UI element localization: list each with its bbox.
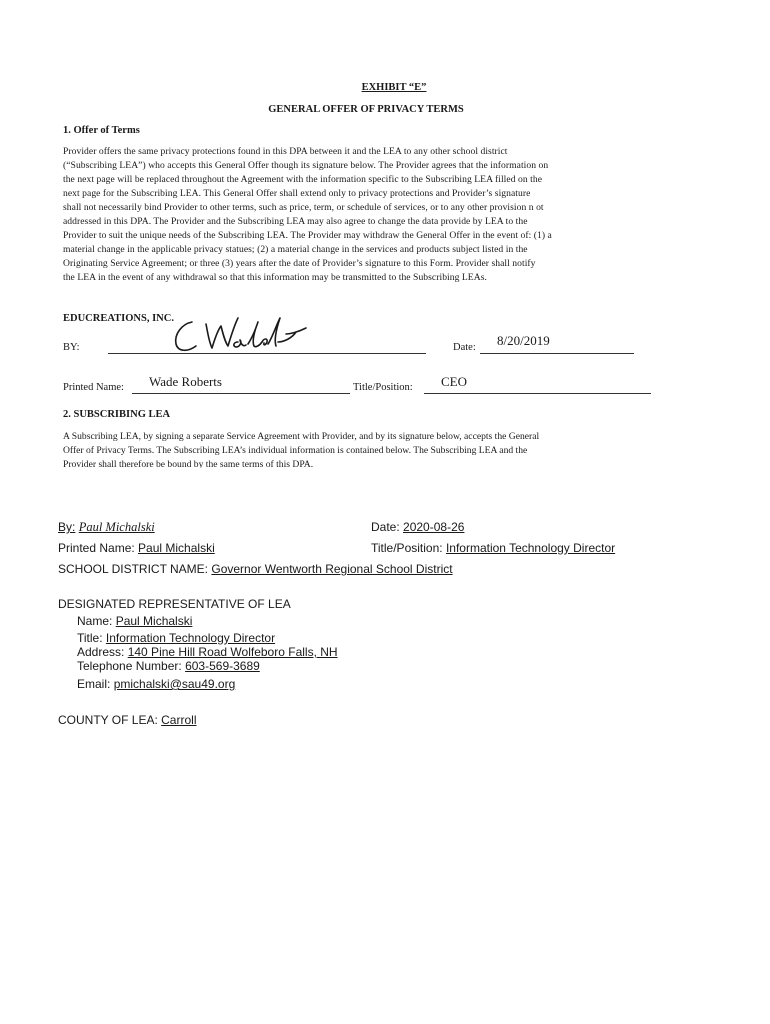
paragraph-line: Originating Service Agreement; or three (3) years after the date of Provider’s signature to this Form. Provider shall notify	[63, 258, 536, 269]
rep-address-label: Address:	[77, 645, 125, 659]
paragraph-line: Provider offers the same privacy protections found in this DPA between it and the LEA to any other school district	[63, 146, 508, 157]
paragraph-line: addressed in this DPA. The Provider and the Subscribing LEA may also agree to change the data provide by LEA to the	[63, 216, 528, 227]
lea-by-label: By:	[58, 520, 76, 534]
provider-date-value: 8/20/2019	[497, 333, 550, 348]
provider-date-label: Date:	[453, 342, 476, 353]
subscribing-paragraph	[63, 430, 668, 468]
provider-by-label: BY:	[63, 342, 80, 353]
paragraph-line: next page for the Subscribing LEA. This General Offer shall extend only to privacy protections and Provider’s signature	[63, 188, 531, 199]
provider-printed-name-label: Printed Name:	[63, 382, 124, 393]
paragraph-line: A Subscribing LEA, by signing a separate Service Agreement with Provider, and by its signature below, accepts the General	[63, 431, 540, 442]
rep-title-value: Information Technology Director	[105, 631, 276, 645]
paragraph-line: shall not necessarily bind Provider to other terms, such as price, term, or schedule of services, or to any other provision n ot	[63, 202, 544, 213]
rep-address-row	[77, 645, 338, 659]
county-row	[58, 713, 196, 727]
rep-phone-value: 603-569-3689	[185, 659, 260, 673]
provider-date-line	[480, 353, 634, 354]
paragraph-line: the next page will be replaced throughout the Agreement with the information specific to the Subscribing LEA filled on the	[63, 174, 542, 185]
provider-title-line	[424, 393, 651, 394]
lea-by-row	[58, 520, 155, 535]
lea-printed-name-label: Printed Name:	[58, 541, 135, 555]
rep-phone-label: Telephone Number:	[77, 659, 182, 673]
paragraph-line: Provider shall therefore be bound by the same terms of this DPA.	[63, 459, 314, 468]
rep-title-row	[77, 631, 275, 645]
section-2-heading: 2. SUBSCRIBING LEA	[63, 409, 171, 420]
lea-title-value: Information Technology Director	[445, 541, 616, 555]
provider-printed-name-value: Wade Roberts	[149, 374, 222, 389]
lea-date-row	[371, 520, 464, 534]
lea-title-label: Title/Position:	[371, 541, 443, 555]
paragraph-line: the LEA in the event of any withdrawal so that this information may be transmitted to the Subscribing LEAs.	[63, 272, 487, 283]
rep-email-value[interactable]: pmichalski@sau49.org	[113, 677, 236, 691]
paragraph-line: Provider to suit the unique needs of the Subscribing LEA. The Provider may withdraw the General Offer in the event of: (1) a	[63, 230, 552, 241]
offer-paragraph	[63, 145, 675, 285]
rep-address-value: 140 Pine Hill Road Wolfeboro Falls, NH	[127, 645, 338, 659]
district-value: Governor Wentworth Regional School District	[211, 562, 453, 576]
paragraph-line: material change in the applicable privacy statues; (2) a material change in the services and products subject listed in the	[63, 244, 528, 255]
provider-title-value: CEO	[441, 374, 467, 389]
provider-title-label: Title/Position:	[353, 382, 413, 393]
district-label: SCHOOL DISTRICT NAME:	[58, 562, 209, 576]
section-1-heading: 1. Offer of Terms	[63, 125, 140, 136]
rep-name-value: Paul Michalski	[115, 614, 193, 628]
county-value: Carroll	[161, 713, 197, 727]
paragraph-line: (“Subscribing LEA”) who accepts this General Offer though its signature below. The Provider agrees that the information on	[63, 160, 549, 171]
rep-name-row	[77, 614, 192, 628]
county-label: COUNTY OF LEA:	[58, 713, 158, 727]
lea-printed-name-row	[58, 541, 215, 555]
rep-name-label: Name:	[77, 614, 113, 628]
lea-printed-name-value: Paul Michalski	[138, 541, 215, 555]
lea-signature: Paul Michalski	[78, 520, 155, 534]
lea-date-label: Date:	[371, 520, 400, 534]
rep-email-row	[77, 677, 235, 691]
provider-printed-name-line	[132, 393, 350, 394]
rep-title-label: Title:	[77, 631, 103, 645]
district-row	[58, 562, 453, 576]
paragraph-line: Offer of Privacy Terms. The Subscribing LEA’s individual information is contained below. The Subscribing LEA and the	[63, 445, 528, 456]
provider-company-name: EDUCREATIONS, INC.	[63, 313, 174, 324]
offer-heading: GENERAL OFFER OF PRIVACY TERMS	[268, 104, 464, 115]
exhibit-title: EXHIBIT “E”	[361, 82, 427, 93]
rep-email-label: Email:	[77, 677, 111, 691]
lea-date-value: 2020-08-26	[403, 520, 465, 534]
designated-rep-heading: DESIGNATED REPRESENTATIVE OF LEA	[58, 597, 291, 611]
provider-signature-image	[168, 312, 318, 356]
lea-title-row	[371, 541, 615, 555]
rep-phone-row	[77, 659, 260, 673]
